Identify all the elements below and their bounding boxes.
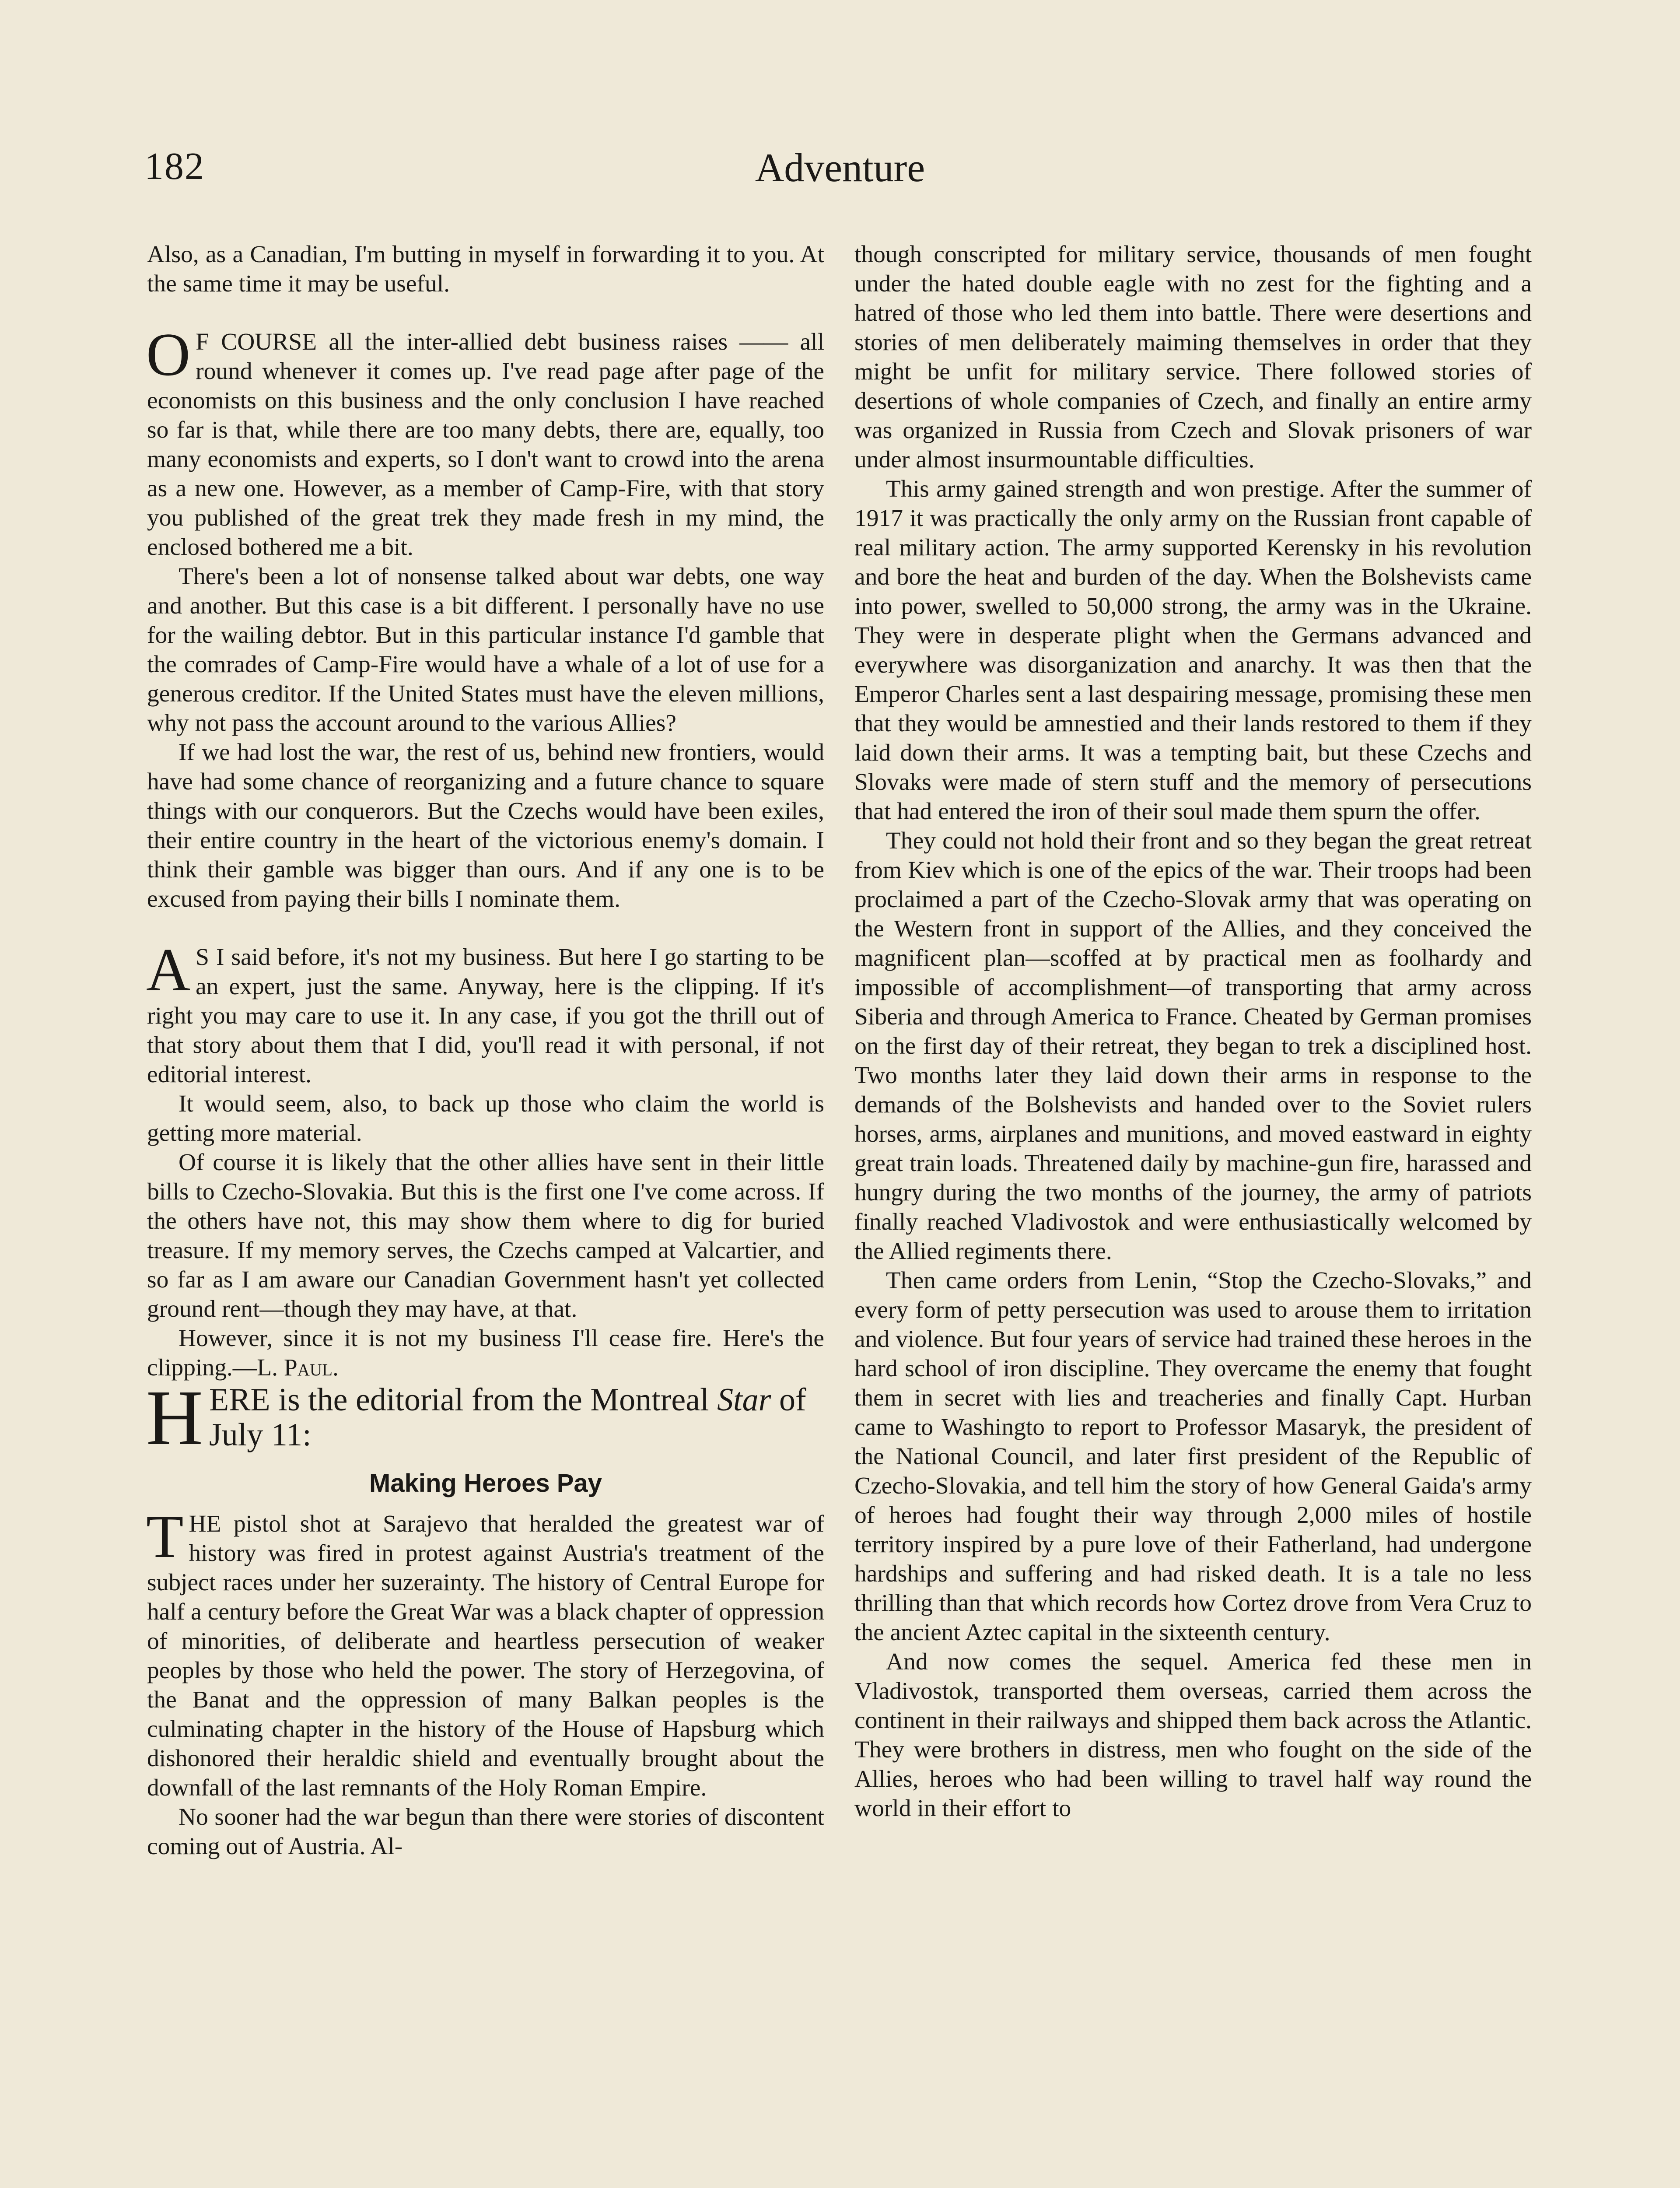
- paragraph: [146, 321, 824, 562]
- running-title: Adventure: [755, 145, 925, 190]
- paragraph-text: HE pistol shot at Sarajevo that heralded the greatest war of history was fired in protest against Austria's treatment of the subject races under her suzerainty. The history of Central Europe for half a century before the Great War was a black chapter of oppression of minorities, of deliberate and heartless persecution of weaker peoples by those who held the power. The story of Herzegovina, of the Banat and the oppression of many Balkan peoples is the culminating chapter in the history of the House of Hapsburg which dishonored their heraldic shield and eventually brought about the downfall of the last remnants of the Holy Roman Empire.: [147, 1511, 824, 1801]
- paragraph: Then came orders from Lenin, “Stop the Czecho-Slovaks,” and every form of petty persecution was used to arouse them to irritation and violence. But four years of service had trained these heroes in the hard school of iron discipline. They overcame the enemy that fought them in secret with lies and treacheries and finally Capt. Hurban came to Washingto to report to Professor Masaryk, the president of the National Council, and later first president of the Republic of Czecho-Slovakia, and tell him the story of how General Gaida's army of heroes had fought their way through 2,000 miles of hostile territory inspired by a pure love of their Fatherland, had undergone hardships and suffering and had risked death. It is a tale no less thrilling than that which records how Cortez drove from Vera Cruz to the ancient Aztec capital in the sixteenth century.: [854, 1267, 1532, 1646]
- paragraph: They could not hold their front and so they began the great retreat from Kiev which is one of the epics of the war. Their troops had been proclaimed a part of the Czecho-Slovak army that was operating on the Western front in support of the Allies, and they conceived the magnificent plan—scoffed at by practical men as foolhardy and impossible of accomplishment—of transporting that army across Siberia and through America to France. Cheated by German promises on the first day of their retreat, they began to trek a disciplined host. Two months later they laid down their arms in response to the demands of the Bolshevists and handed over to the Soviet rulers horses, arms, airplanes and munitions, and moved eastward in eighty great train loads. Threatened daily by machine-gun fire, harassed and hungry during the two months of the journey, the army of patriots finally reached Vladivostok and were enthusiastically welcomed by the Allied regiments there.: [854, 828, 1532, 1265]
- paragraph: [146, 1503, 824, 1802]
- intro-text: ERE is the editorial from the Montreal: [209, 1382, 718, 1418]
- right-column: [854, 240, 1532, 1823]
- paragraph: If we had lost the war, the rest of us, behind new frontiers, would have had some chance of reorganizing and a future chance to square things with our conquerors. But the Czechs would have been exiles, their entire country in the heart of the victorious enemy's domain. I think their gamble was bigger than ours. And if any one is to be excused from paying their bills I nominate them.: [147, 739, 824, 912]
- intro-text-end: of July 11:: [209, 1382, 806, 1453]
- editorial-intro: [146, 1374, 824, 1461]
- drop-cap: O: [146, 321, 191, 389]
- paragraph-text: S I said before, it's not my business. But here I go starting to be an expert, just the same. Anyway, here is the clipping. If it's right you may care to use it. In any case, if you got the thrill out of that story about them that I did, you'll read it with personal, if not editorial interest.: [147, 944, 824, 1088]
- page-number: 182: [144, 145, 205, 188]
- signature: L. Paul.: [257, 1354, 339, 1381]
- paragraph: Also, as a Canadian, I'm butting in myself in forwarding it to you. At the same time it may be useful.: [147, 241, 824, 297]
- newspaper-name: Star: [717, 1382, 771, 1418]
- drop-cap: T: [146, 1503, 184, 1571]
- paragraph: It would seem, also, to back up those who claim the world is getting more material.: [147, 1090, 824, 1147]
- paragraph: This army gained strength and won prestige. After the summer of 1917 it was practically the only army on the Russian front capable of real military action. The army supported Kerensky in his revolution and bore the heat and burden of the day. When the Bolshevists came into power, swelled to 50,000 strong, the army was in the Ukraine. They were in desperate plight when the Germans advanced and everywhere was disorganization and anarchy. It was then that the Emperor Charles sent a last despairing message, promising these men that they would be amnestied and their lands restored to them if they laid down their arms. It was a tempting bait, but these Czechs and Slovaks were made of stern stuff and the memory of persecutions that had entered the iron of their soul made them spurn the offer.: [854, 476, 1532, 825]
- paragraph: Of course it is likely that the other allies have sent in their little bills to Czecho-Slovakia. But this is the first one I've come across. If the others have not, this may show them where to dig for buried treasure. If my memory serves, the Czechs camped at Valcartier, and so far as I am aware our Canadian Government hasn't yet collected ground rent—though they may have, at that.: [147, 1149, 824, 1322]
- article-heading: Making Heroes Pay: [369, 1469, 602, 1497]
- left-column: [147, 240, 824, 1861]
- paragraph: though conscripted for military service, thousands of men fought under the hated double eagle with no zest for the fighting and a hatred of those who led them into battle. There were desertions and stories of men deliberately maiming themselves in order that they might be unfit for military service. There followed stories of desertions of whole companies of Czech, and finally an entire army was organized in Russia from Czech and Slovak prisoners of war under almost insurmountable difficulties.: [854, 241, 1532, 473]
- paragraph: There's been a lot of nonsense talked about war debts, one way and another. But this case is a bit different. I personally have no use for the wailing debtor. But in this particular instance I'd gamble that the comrades of Camp-Fire would have a whale of a lot of use for a generous creditor. If the United States must have the eleven millions, why not pass the account around to the various Allies?: [147, 563, 824, 736]
- paragraph: [146, 936, 824, 1089]
- paragraph: No sooner had the war begun than there were stories of discontent coming out of Austria. Al-: [147, 1804, 824, 1860]
- drop-cap: H: [146, 1374, 203, 1461]
- drop-cap: A: [146, 936, 191, 1004]
- paragraph: [147, 1324, 824, 1382]
- paragraph: And now comes the sequel. America fed these men in Vladivostok, transported them overseas, carried them across the continent in their railways and shipped them back across the Atlantic. They were brothers in distress, men who fought on the side of the Allies, heroes who had been willing to travel half way round the world in their effort to: [854, 1648, 1532, 1822]
- paragraph-text: F COURSE all the inter-allied debt business raises —— all round whenever it comes up. I've read page after page of the economists on this business and the only conclusion I have reached so far is that, while there are too many debts, there are, equally, too many economists and experts, so I don't want to crowd into the arena as a new one. However, as a member of Camp-Fire, with that story you published of the great trek they made fresh in my mind, the enclosed bothered me a bit.: [147, 329, 824, 561]
- paragraph-text: However, since it is not my business I'll cease fire. Here's the clipping.—: [147, 1325, 824, 1381]
